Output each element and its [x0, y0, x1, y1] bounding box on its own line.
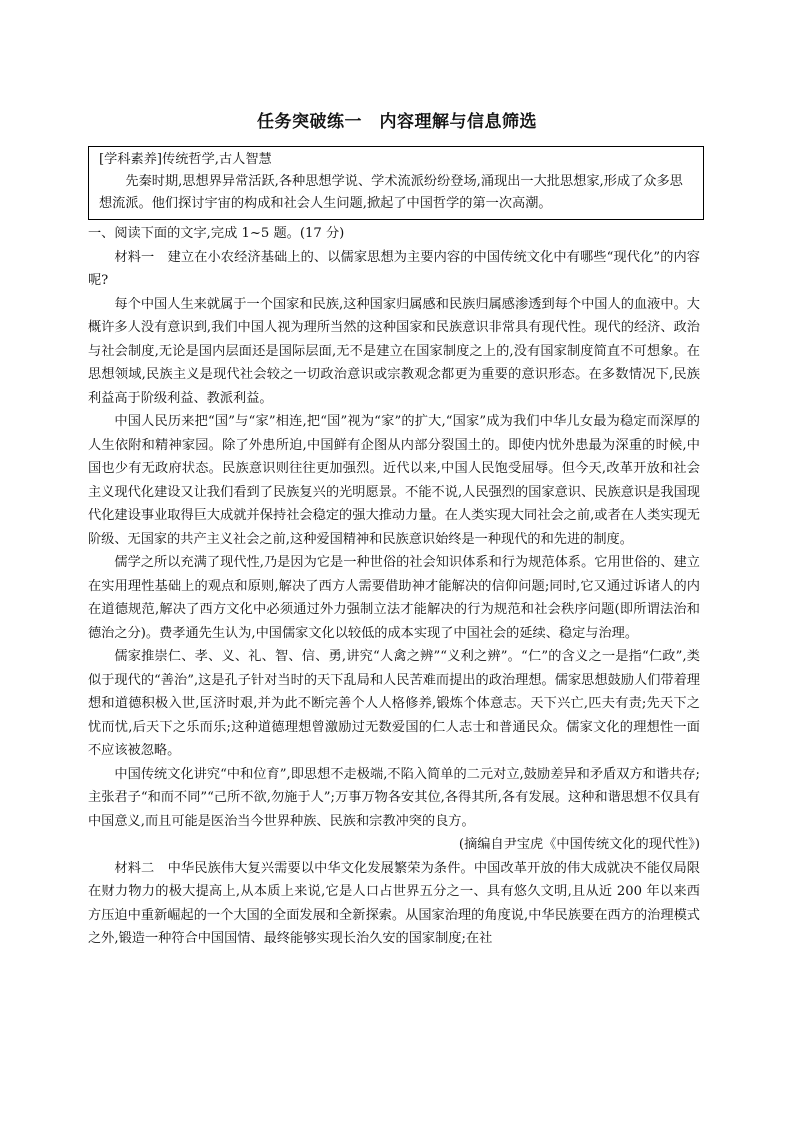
material1-paragraph-5: 儒家推崇仁、孝、义、礼、智、信、勇,讲究“人禽之辨”“义利之辨”。“仁”的含义之一是指“仁政”,类似于现代的“善治”,这是孔子针对当时的天下乱局和人民苦难而提出的政治理想。儒家思想鼓励人们带着理想和道德积极入世,匡济时艰,并为此不断完善个人人格修养,锻炼个体意志。天下兴亡,匹夫有责;先天下之忧而忧,后天下之乐而乐;这种道德理想曾激励过无数爱国的仁人志士和普通民众。儒家文化的理想性一面不应该被忽略。	[88, 649, 700, 758]
material2-paragraph-1: 材料二 中华民族伟大复兴需要以中华文化发展繁荣为条件。中国改革开放的伟大成就决不能仅局限在财力物力的极大提高上,从本质上来说,它是人口占世界五分之一、具有悠久文明,且从近 200 年以来西方压迫中重新崛起的一个大国的全面发展和全新探索。从国家治理的角度说,中华民族要在西方的治理模式之外,锻造一种符合中国国情、最终能够实现长治久安的国家制度;在社	[88, 860, 700, 946]
question-instruction: 一、阅读下面的文字,完成 1~5 题。(17 分)	[88, 226, 345, 241]
material1-paragraph-4: 儒学之所以充满了现代性,乃是因为它是一种世俗的社会知识体系和行为规范体系。它用世俗的、建立在实用理性基础上的观点和原则,解决了西方人需要借助神才能解决的信仰问题;同时,它又通过诉诸人的内在道德规范,解决了西方文化中必须通过外力强制立法才能解决的行为规范和社会秩序问题(即所谓法治和德治之分)。费孝通先生认为,中国儒家文化以较低的成本实现了中国社会的延续、稳定与治理。	[88, 555, 700, 641]
material1-paragraph-1: 材料一 建立在小农经济基础上的、以儒家思想为主要内容的中国传统文化中有哪些“现代化”的内容呢?	[88, 249, 700, 288]
literacy-heading: [学科素养]传统哲学,古人智慧	[99, 152, 272, 167]
page-title: 任务突破练一 内容理解与信息筛选	[257, 112, 537, 132]
material1-paragraph-6: 中国传统文化讲究“中和位育”,即思想不走极端,不陷入简单的二元对立,鼓励差异和矛盾双方和谐共存;主张君子“和而不同”“己所不欲,勿施于人”;万事万物各安其位,各得其所,各有发展。这种和谐思想不仅具有中国意义,而且可能是医治当今世界种族、民族和宗教冲突的良方。	[88, 766, 700, 829]
material1-paragraph-3: 中国人民历来把“国”与“家”相连,把“国”视为“家”的扩大,“国家”成为我们中华儿女最为稳定而深厚的人生依附和精神家园。除了外患所迫,中国鲜有企图从内部分裂国土的。即使内忧外患最为深重的时候,中国也少有无政府状态。民族意识则往往更加强烈。近代以来,中国人民饱受屈辱。但今天,改革开放和社会主义现代化建设又让我们看到了民族复兴的光明愿景。不能不说,人民强烈的国家意识、民族意识是我国现代化建设事业取得巨大成就并保持社会稳定的强大推动力量。在人类实现大同社会之前,或者在人类实现无阶级、无国家的共产主义社会之前,这种爱国精神和民族意识始终是一种现代的和先进的制度。	[88, 414, 700, 547]
reading-passage	[88, 222, 700, 951]
literacy-intro: 先秦时期,思想界异常活跃,各种思想学说、学术流派纷纷登场,涌现出一大批思想家,形成了众多思想流派。他们探讨宇宙的构成和社会人生问题,掀起了中国哲学的第一次高潮。	[99, 174, 683, 211]
material1-source: (摘编自尹宝虎《中国传统文化的现代性》)	[458, 837, 700, 852]
subject-literacy-box	[88, 146, 704, 220]
material1-paragraph-2: 每个中国人生来就属于一个国家和民族,这种国家归属感和民族归属感渗透到每个中国人的血液中。大概许多人没有意识到,我们中国人视为理所当然的这种国家和民族意识非常具有现代性。现代的经济、政治与社会制度,无论是国内层面还是国际层面,无不是建立在国家制度之上的,没有国家制度简直不可想象。在思想领域,民族主义是现代社会较之一切政治意识或宗教观念都更为重要的意识形态。在多数情况下,民族利益高于阶级利益、教派利益。	[88, 296, 700, 406]
